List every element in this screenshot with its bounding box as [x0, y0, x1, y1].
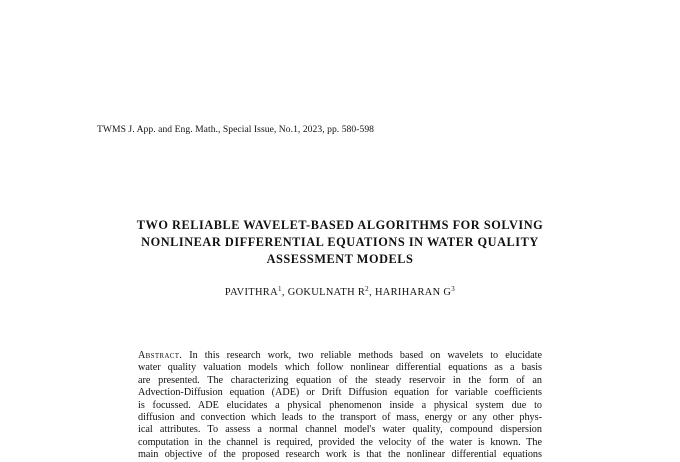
abstract-line: diffusion and convection which leads to the transport of mass, energy or any other phys- [138, 412, 542, 424]
abstract-line: is focussed. ADE elucidates a physical phenomenon inside a physical system due to [138, 399, 542, 411]
abstract-line [138, 350, 542, 362]
abstract-line: ical attributes. To assess a normal channel model's water quality, compound dispersion [138, 424, 542, 436]
author-name: HARIHARAN G [374, 287, 452, 298]
abstract-label: Abstract. [138, 350, 183, 361]
title-line: ASSESSMENT MODELS [266, 252, 414, 266]
abstract-line: computation in the channel is required, provided the velocity of the water is known. The [138, 436, 542, 448]
abstract-line: main objective of the proposed research work is that the nonlinear differential equations [138, 449, 542, 461]
abstract-text: In this research work, two reliable methods based on wavelets to elucidate [182, 350, 542, 361]
author-list [90, 287, 590, 298]
author-affiliation-mark: 2 [365, 285, 370, 293]
journal-citation: TWMS J. App. and Eng. Math., Special Issue, No.1, 2023, pp. 580-598 [97, 124, 375, 135]
author-affiliation-mark: 1 [277, 285, 282, 293]
author-separator: , [281, 287, 288, 298]
title-line: TWO RELIABLE WAVELET-BASED ALGORITHMS FOR SOLVING [136, 218, 544, 232]
abstract-line: Advection-Diffusion equation (ADE) or Drift Diffusion equation for variable coefficients [138, 387, 542, 399]
abstract-line: water quality valuation models which follow nonlinear differential equations as a basis [138, 362, 542, 374]
author-affiliation-mark: 3 [451, 285, 456, 293]
author-name: PAVITHRA [224, 287, 278, 298]
abstract-line: are presented. The characterizing equation of the steady reservoir in the form of an [138, 374, 542, 386]
author-name: GOKULNATH R [287, 287, 366, 298]
paper-title [90, 217, 590, 268]
title-line: NONLINEAR DIFFERENTIAL EQUATIONS IN WATER QUALITY [141, 235, 539, 249]
author-separator: , [369, 287, 375, 298]
abstract [138, 350, 542, 462]
